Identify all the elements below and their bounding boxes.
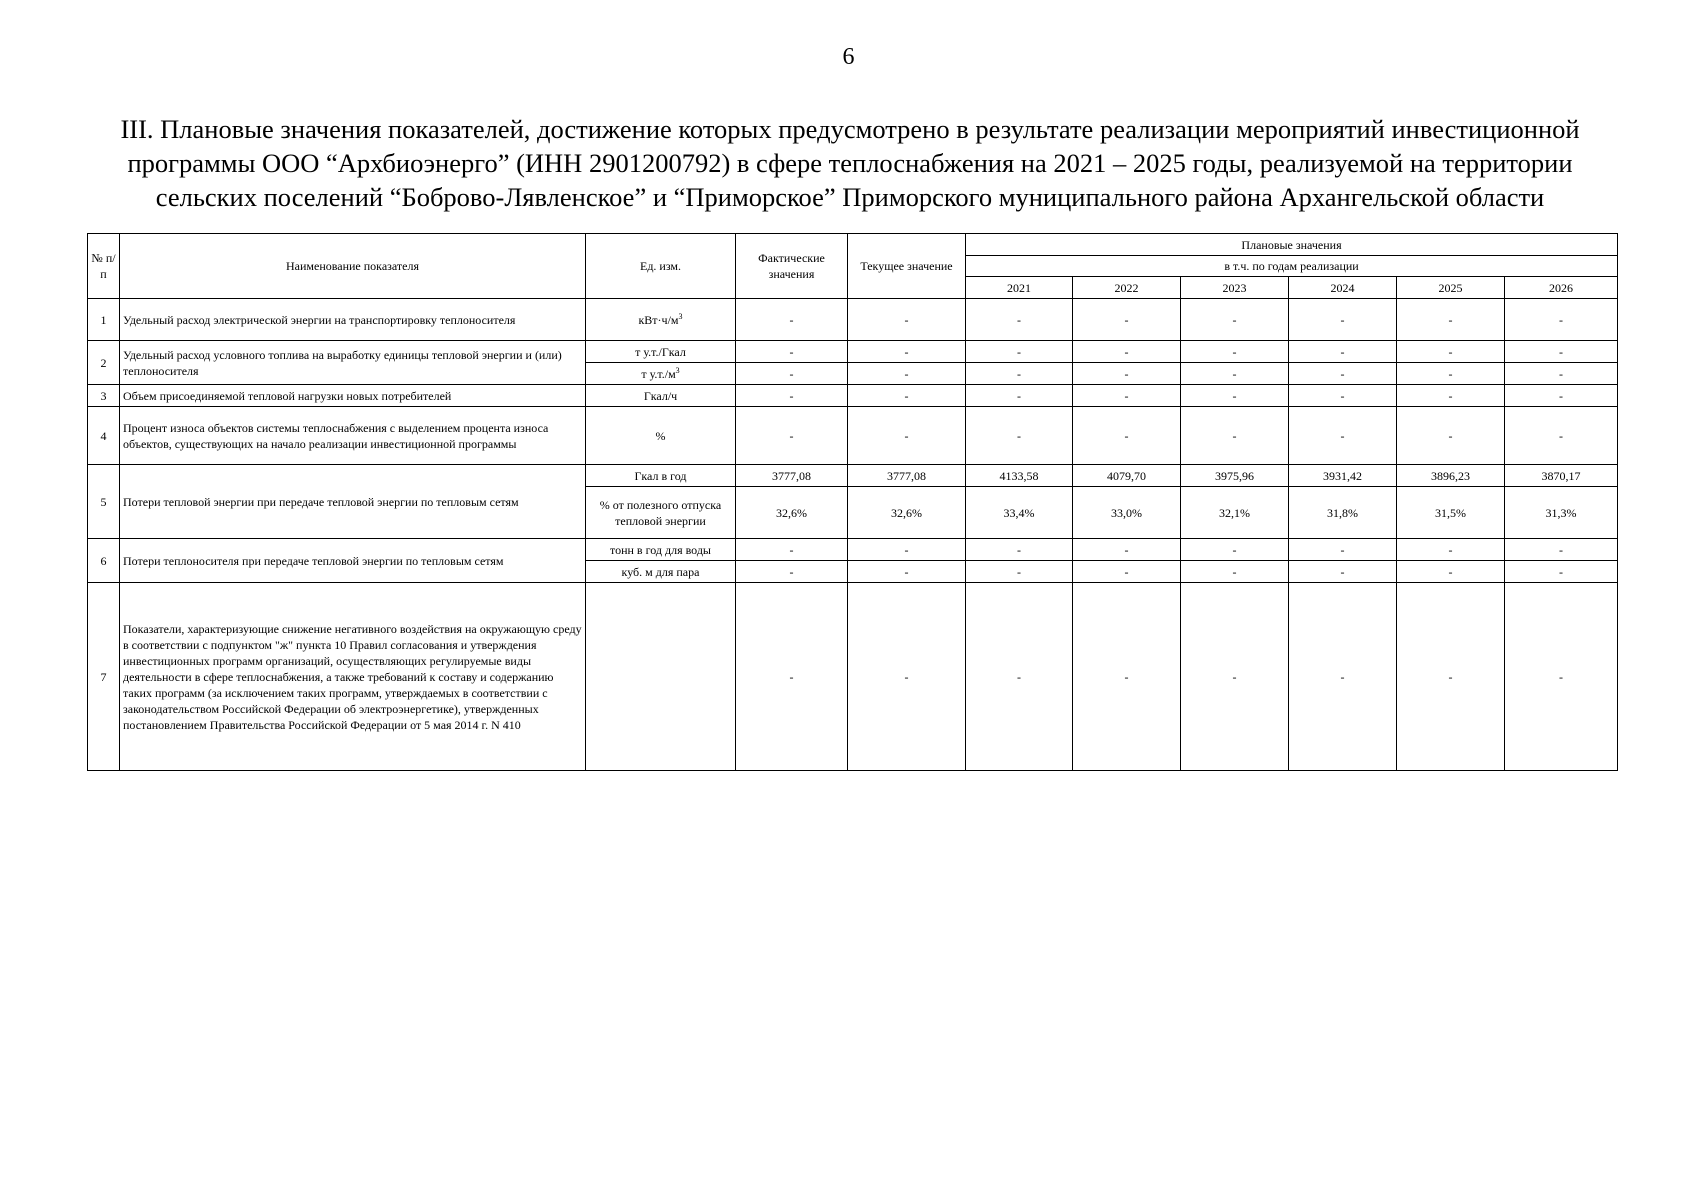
year-value: - (1181, 561, 1289, 583)
current-value: - (848, 385, 966, 407)
actual-value: 3777,08 (736, 465, 848, 487)
year-value: - (1397, 539, 1505, 561)
actual-value: 32,6% (736, 487, 848, 539)
header-year: 2024 (1289, 277, 1397, 299)
year-value: - (1397, 299, 1505, 341)
year-value: 31,5% (1397, 487, 1505, 539)
header-current: Текущее значение (848, 234, 966, 299)
current-value: - (848, 407, 966, 465)
year-value: - (966, 299, 1073, 341)
unit-text: т у.т./м (641, 366, 676, 381)
unit-cell (586, 583, 736, 771)
unit-cell: % от полезного отпуска тепловой энергии (586, 487, 736, 539)
year-value: - (1289, 363, 1397, 385)
indicator-name: Потери теплоносителя при передаче тепловой энергии по тепловым сетям (120, 539, 586, 583)
current-value: - (848, 539, 966, 561)
actual-value: - (736, 341, 848, 363)
actual-value: - (736, 407, 848, 465)
year-value: - (1289, 299, 1397, 341)
title-line-1: III. Плановые значения показателей, достижение которых предусмотрено в результате реализации мероприятий инвестиционной (120, 114, 1580, 144)
year-value: - (966, 363, 1073, 385)
document-title (110, 112, 1590, 214)
year-value: - (1073, 561, 1181, 583)
year-value: 31,3% (1505, 487, 1618, 539)
year-value: - (1073, 539, 1181, 561)
year-value: 3870,17 (1505, 465, 1618, 487)
header-year: 2025 (1397, 277, 1505, 299)
page-number: 6 (842, 44, 855, 70)
indicator-name: Объем присоединяемой тепловой нагрузки новых потребителей (120, 385, 586, 407)
year-value: - (1397, 583, 1505, 771)
row-num: 3 (88, 385, 120, 407)
year-value: - (1181, 583, 1289, 771)
header-unit: Ед. изм. (586, 234, 736, 299)
year-value: - (1397, 385, 1505, 407)
year-value: 3975,96 (1181, 465, 1289, 487)
unit-cell: Гкал/ч (586, 385, 736, 407)
header-year: 2022 (1073, 277, 1181, 299)
year-value: - (1073, 341, 1181, 363)
current-value: 3777,08 (848, 465, 966, 487)
row-num: 6 (88, 539, 120, 583)
year-value: - (1073, 583, 1181, 771)
year-value: - (1397, 363, 1505, 385)
table-row (88, 407, 1618, 465)
actual-value: - (736, 561, 848, 583)
actual-value: - (736, 299, 848, 341)
year-value: - (1181, 341, 1289, 363)
year-value: 3896,23 (1397, 465, 1505, 487)
year-value: - (1397, 561, 1505, 583)
current-value: - (848, 341, 966, 363)
unit-text: кВт·ч/м (638, 312, 679, 327)
header-by-years: в т.ч. по годам реализации (966, 256, 1618, 277)
row-num: 7 (88, 583, 120, 771)
unit-cell: % (586, 407, 736, 465)
title-line-3: сельских поселений “Боброво-Лявленское” и “Приморское” Приморского муниципального района Архангельской области (155, 182, 1545, 212)
year-value: - (1289, 539, 1397, 561)
unit-cell: т у.т./Гкал (586, 341, 736, 363)
header-year: 2023 (1181, 277, 1289, 299)
current-value: 32,6% (848, 487, 966, 539)
year-value: - (1181, 539, 1289, 561)
table-row (88, 341, 1618, 363)
year-value: 33,0% (1073, 487, 1181, 539)
year-value: - (966, 341, 1073, 363)
year-value: - (1397, 341, 1505, 363)
year-value: - (1289, 385, 1397, 407)
row-num: 4 (88, 407, 120, 465)
indicator-name: Удельный расход электрической энергии на транспортировку теплоносителя (120, 299, 586, 341)
current-value: - (848, 561, 966, 583)
year-value: - (1181, 363, 1289, 385)
unit-cell (586, 299, 736, 341)
current-value: - (848, 583, 966, 771)
year-value: - (1505, 299, 1618, 341)
year-value: - (966, 561, 1073, 583)
row-num: 5 (88, 465, 120, 539)
unit-cell: тонн в год для воды (586, 539, 736, 561)
year-value: - (1505, 539, 1618, 561)
indicator-name: Процент износа объектов системы теплоснабжения с выделением процента износа объектов, существующих на начало реализации инвестиционной программы (120, 407, 586, 465)
table-row (88, 583, 1618, 771)
table-row (88, 465, 1618, 487)
year-value: - (1181, 407, 1289, 465)
unit-superscript: 3 (678, 311, 683, 321)
current-value: - (848, 299, 966, 341)
year-value: - (1505, 561, 1618, 583)
header-planned: Плановые значения (966, 234, 1618, 256)
indicator-name: Удельный расход условного топлива на выработку единицы тепловой энергии и (или) теплоносителя (120, 341, 586, 385)
year-value: - (1289, 561, 1397, 583)
header-year: 2021 (966, 277, 1073, 299)
year-value: - (1289, 407, 1397, 465)
actual-value: - (736, 385, 848, 407)
year-value: 3931,42 (1289, 465, 1397, 487)
row-num: 1 (88, 299, 120, 341)
table-row (88, 539, 1618, 561)
year-value: - (966, 539, 1073, 561)
year-value: - (1073, 363, 1181, 385)
header-year: 2026 (1505, 277, 1618, 299)
indicator-name: Показатели, характеризующие снижение негативного воздействия на окружающую среду в соответствии с подпунктом "ж" пункта 10 Правил согласования и утверждения инвестиционных программ организаций, осуществляющих регулируемые виды деятельности в сфере теплоснабжения, а также требований к составу и содержанию таких программ (за исключением таких программ, утверждаемых в соответствии с законодательством Российской Федерации об электроэнергетике), утвержденных постановлением Правительства Российской Федерации от 5 мая 2014 г. N 410 (120, 583, 586, 771)
year-value: - (1181, 385, 1289, 407)
year-value: - (1073, 407, 1181, 465)
table-row (88, 299, 1618, 341)
year-value: - (1181, 299, 1289, 341)
year-value: - (1505, 407, 1618, 465)
indicator-name: Потери тепловой энергии при передаче тепловой энергии по тепловым сетям (120, 465, 586, 539)
header-num: № п/п (88, 234, 120, 299)
unit-cell (586, 363, 736, 385)
year-value: 31,8% (1289, 487, 1397, 539)
year-value: 4133,58 (966, 465, 1073, 487)
header-actual: Фактические значения (736, 234, 848, 299)
year-value: - (1289, 583, 1397, 771)
year-value: - (1505, 341, 1618, 363)
year-value: - (1505, 583, 1618, 771)
year-value: - (1397, 407, 1505, 465)
year-value: - (1073, 299, 1181, 341)
year-value: - (1289, 341, 1397, 363)
year-value: - (966, 407, 1073, 465)
unit-superscript: 3 (675, 365, 680, 375)
unit-cell: куб. м для пара (586, 561, 736, 583)
current-value: - (848, 363, 966, 385)
actual-value: - (736, 583, 848, 771)
table-row (88, 385, 1618, 407)
actual-value: - (736, 539, 848, 561)
year-value: 4079,70 (1073, 465, 1181, 487)
year-value: 33,4% (966, 487, 1073, 539)
actual-value: - (736, 363, 848, 385)
year-value: - (966, 583, 1073, 771)
row-num: 2 (88, 341, 120, 385)
header-name: Наименование показателя (120, 234, 586, 299)
year-value: - (1505, 385, 1618, 407)
year-value: 32,1% (1181, 487, 1289, 539)
year-value: - (966, 385, 1073, 407)
indicators-table (87, 233, 1618, 771)
year-value: - (1073, 385, 1181, 407)
unit-cell: Гкал в год (586, 465, 736, 487)
title-line-2: программы ООО “Архбиоэнерго” (ИНН 2901200792) в сфере теплоснабжения на 2021 – 2025 годы, реализуемой на территории (127, 148, 1573, 178)
year-value: - (1505, 363, 1618, 385)
